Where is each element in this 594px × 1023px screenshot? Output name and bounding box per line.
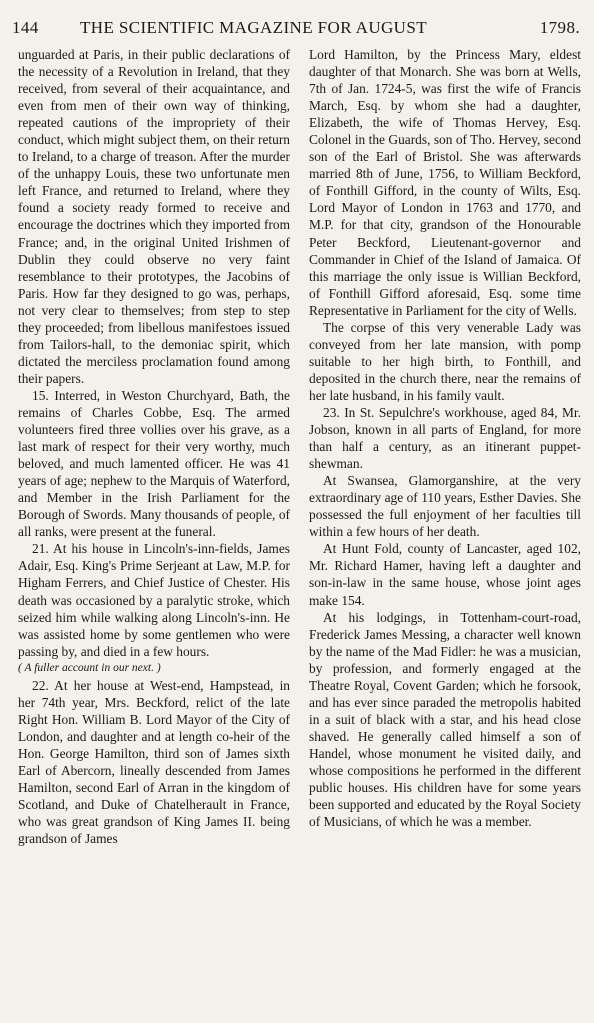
issue-year: 1798. — [539, 18, 580, 37]
paragraph-continued: unguarded at Paris, in their public declarations of the necessity of a Revolution in Ireland, that they received, from several of their acquaintance, and even from men of their own way of thinking, repeated cautions of the impropriety of their conduct, which might subject them, on their return to Ireland, to a charge of treason. After the murder of the unhappy Louis, these two unfortunate men left France, and returned to Ireland, where they found a society ready formed to receive and encourage the doctrines which they imported from France; and, in the original United Irishmen of Dublin they could observe no very faint resemblance to their prototypes, the Jacobins of Paris. How far they designed to go was, perhaps, not very clear to themselves; from step to step they proceeded; from libellous manifestoes issued from Tailors-hall, to the demoniac spirit, which dictated the merciless proclamation found among their papers. — [18, 47, 290, 386]
paragraph-messing: At his lodgings, in Tottenham-court-road, Frederick James Messing, a character well known by the name of the Mad Fidler: he was a musician, by profession, and formerly engaged at the Theatre Royal, Covent Garden; which he forsook, and has ever since paraded the metropolis habited in a suit of black with a star, and his head close shaved. He generally called himself a son of Handel, whose monument he visited daily, and whose compositions he performed in the different public houses. His children have for some years been supported and educated by the Royal Society of Musicians, of which he was a member. — [309, 609, 581, 830]
left-column — [18, 46, 290, 847]
right-column — [309, 46, 581, 830]
paragraph-cobbe: 15. Interred, in Weston Churchyard, Bath, the remains of Charles Cobbe, Esq. The armed volunteers fired three vollies over his grave, as a last mark of respect for their very worthy, much beloved, and much lamented officer. He was 41 years of age; nephew to the Marquis of Waterford, and Member in the Irish Parliament for the Borough of Swords. Many thousands of people, of all ranks, were present at the funeral. — [18, 387, 290, 540]
paragraph-hamer: At Hunt Fold, county of Lancaster, aged 102, Mr. Richard Hamer, having left a daughter and son-in-law in the same house, whose joint ages make 154. — [309, 541, 581, 608]
page-header — [12, 18, 584, 40]
page-number: 144 — [12, 18, 39, 37]
running-title: THE SCIENTIFIC MAGAZINE FOR AUGUST — [80, 18, 427, 37]
fuller-account-note: ( A fuller account in our next. ) — [18, 661, 161, 674]
paragraph-beckford: 22. At her house at West-end, Hampstead, in her 74th year, Mrs. Beckford, relict of the late Right Hon. William B. Lord Mayor of the City of London, and daughter and at length co-heir of the Hon. George Hamilton, third son of James sixth Earl of Abercorn, lineally descended from James Hamilton, second Earl of Arran in the kingdom of Scotland, and Duke of Chatelherault in France, who was great grandson of King James II. being grandson of James — [18, 677, 290, 847]
paragraph-jobson: 23. In St. Sepulchre's workhouse, aged 84, Mr. Jobson, known in all parts of England, for more than half a century, as an itinerant puppet-shewman. — [309, 404, 581, 472]
paragraph-davies: At Swansea, Glamorganshire, at the very extraordinary age of 110 years, Esther Davies. She possessed the full enjoyment of her faculties till within a few hours of her death. — [309, 473, 581, 540]
paragraph-adair: 21. At his house in Lincoln's-inn-fields, James Adair, Esq. King's Prime Serjeant at Law, M.P. for Higham Ferrers, and Chief Justice of Chester. His death was occasioned by a paralytic stroke, which seized him while walking along Lincoln's-inn. He was assisted home by some gentlemen who were passing by, and died in a few hours. — [18, 541, 290, 659]
paragraph-beckford-continued: Lord Hamilton, by the Princess Mary, eldest daughter of that Monarch. She was born at Wells, 7th of Jan. 1724-5, was first the wife of Francis March, Esq. by whom she had a daughter, Elizabeth, the wife of Thomas Hervey, Esq. Colonel in the Guards, son of Tho. Hervey, second son of the Earl of Bristol. She was afterwards married 8th of June, 1756, to William Beckford, of Fonthill Gifford, in the county of Wilts, Esq. Lord Mayor of London in 1763 and 1770, and M.P. for that city, grandson of the Honourable Peter Beckford, Lieutenant-governor and Commander in Chief of the Island of Jamaica. Of this marriage the only issue is Willian Beckford, of Fonthill Gifford aforesaid, Esq. some time Representative in Parliament for the city of Wells. — [309, 47, 581, 318]
paragraph-corpse: The corpse of this very venerable Lady was conveyed from her late mansion, with pomp suitable to her high birth, to Fonthill, and deposited in the church there, near the remains of her late husband, in his family vault. — [309, 319, 581, 403]
